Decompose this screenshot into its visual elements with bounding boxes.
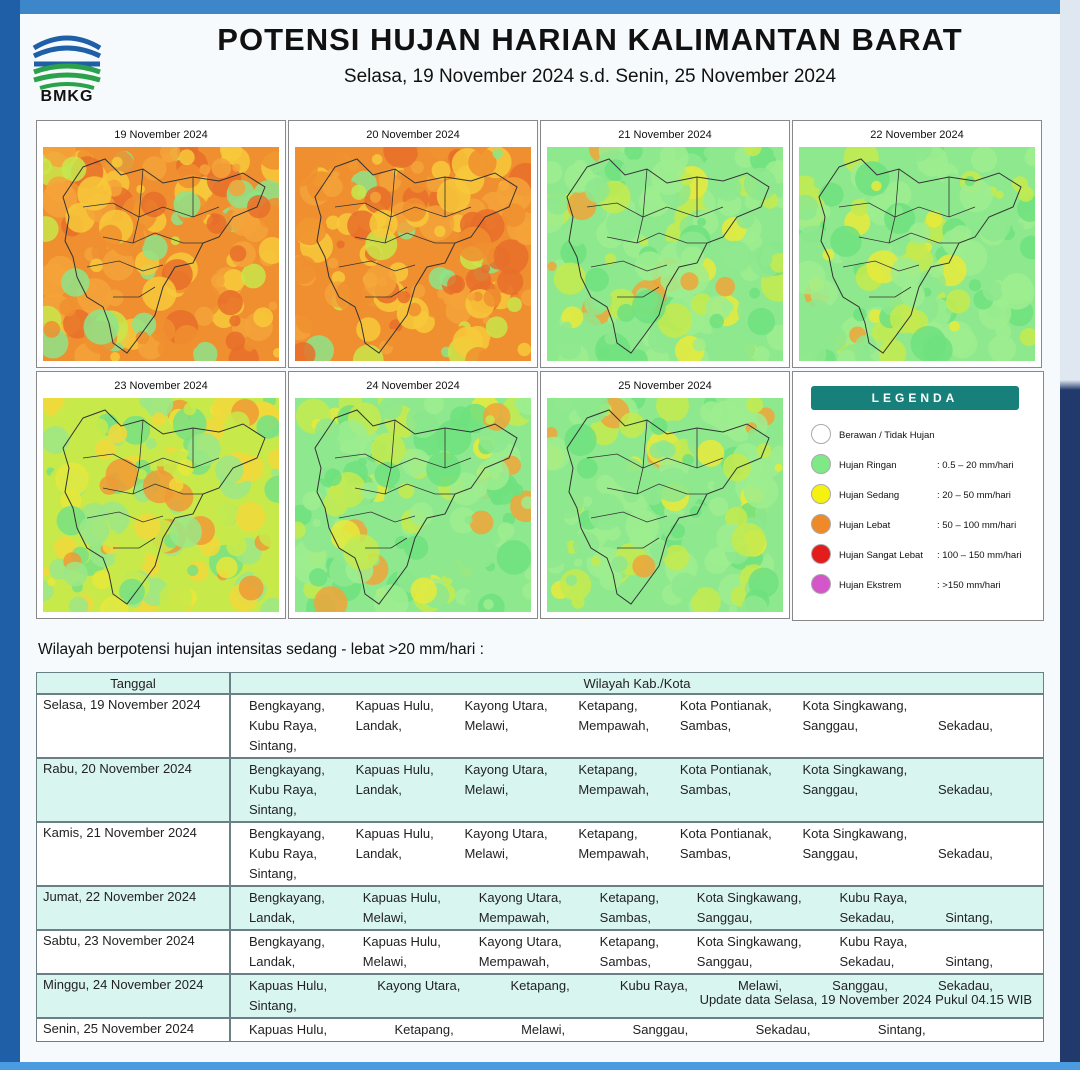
table-row bbox=[36, 886, 1044, 930]
region-name: Kubu Raya, bbox=[619, 978, 688, 993]
region-name: Kayong Utara, bbox=[377, 978, 461, 993]
region-name: Landak, bbox=[249, 954, 296, 969]
region-name: Kapuas Hulu, bbox=[355, 826, 434, 841]
region-name: Sekadau, bbox=[937, 782, 993, 797]
legend-range: : 0.5 – 20 mm/hari bbox=[937, 460, 1014, 471]
region-name bbox=[945, 933, 993, 951]
region-name: Kubu Raya, bbox=[249, 846, 317, 861]
row-regions bbox=[230, 1018, 1044, 1042]
map-date-label: 20 November 2024 bbox=[366, 129, 460, 141]
region-name: Ketapang, bbox=[394, 1022, 454, 1037]
region-name: Kayong Utara, bbox=[478, 890, 562, 905]
region-name: Kapuas Hulu, bbox=[362, 890, 441, 905]
rainfall-map bbox=[295, 398, 531, 612]
legend-panel bbox=[792, 371, 1044, 621]
row-regions bbox=[230, 886, 1044, 930]
region-name: Kapuas Hulu, bbox=[355, 698, 434, 713]
row-regions bbox=[230, 758, 1044, 822]
region-name: Sintang, bbox=[249, 738, 297, 753]
column-header-date: Tanggal bbox=[36, 672, 230, 694]
map-panel bbox=[540, 120, 790, 368]
region-name: Kayong Utara, bbox=[464, 762, 548, 777]
legend-label: Hujan Sangat Lebat bbox=[839, 550, 923, 561]
region-name: Sekadau, bbox=[839, 954, 895, 969]
regions-table-body bbox=[36, 694, 1044, 1042]
region-name: Mempawah, bbox=[578, 718, 650, 733]
region-name: Sanggau, bbox=[696, 910, 753, 925]
rainfall-map bbox=[547, 147, 783, 361]
row-date: Minggu, 24 November 2024 bbox=[36, 974, 230, 1018]
region-name: Kubu Raya, bbox=[839, 934, 908, 949]
legend-item bbox=[811, 544, 1041, 566]
regions-note: Wilayah berpotensi hujan intensitas sedang - lebat >20 mm/hari : bbox=[38, 641, 484, 658]
region-name: Melawi, bbox=[737, 978, 783, 993]
region-name: Kota Singkawang, bbox=[802, 826, 908, 841]
rainfall-map bbox=[43, 398, 279, 612]
region-name: Kubu Raya, bbox=[839, 890, 908, 905]
legend-item bbox=[811, 514, 1041, 536]
region-name: Landak, bbox=[355, 718, 402, 733]
legend-range: : 100 – 150 mm/hari bbox=[937, 550, 1022, 561]
legend-label: Hujan Lebat bbox=[839, 520, 891, 531]
region-name: Kayong Utara, bbox=[478, 934, 562, 949]
region-name: Sintang, bbox=[945, 954, 993, 969]
region-name: Sekadau, bbox=[937, 846, 993, 861]
legend-label: Hujan Ringan bbox=[839, 460, 897, 471]
region-name: Bengkayang, bbox=[249, 762, 325, 777]
legend-item bbox=[811, 484, 1041, 506]
map-date-label: 25 November 2024 bbox=[618, 380, 712, 392]
region-name bbox=[938, 697, 993, 715]
region-name bbox=[938, 825, 993, 843]
region-name: Sekadau, bbox=[937, 718, 993, 733]
region-name: Ketapang, bbox=[599, 934, 659, 949]
region-name: Bengkayang, bbox=[249, 698, 325, 713]
region-name: Landak, bbox=[355, 846, 402, 861]
region-name: Sanggau, bbox=[802, 718, 859, 733]
region-name: Kota Singkawang, bbox=[696, 890, 802, 905]
region-name: Melawi, bbox=[362, 910, 407, 925]
region-name: Kapuas Hulu, bbox=[355, 762, 434, 777]
region-name: Melawi, bbox=[464, 846, 509, 861]
legend-range: : 50 – 100 mm/hari bbox=[937, 520, 1017, 531]
rainfall-map bbox=[799, 147, 1035, 361]
row-regions bbox=[230, 822, 1044, 886]
region-name: Kayong Utara, bbox=[464, 698, 548, 713]
region-name: Sekadau, bbox=[937, 978, 993, 993]
region-name: Sambas, bbox=[679, 782, 732, 797]
background-band-right bbox=[1060, 0, 1080, 1070]
row-date: Jumat, 22 November 2024 bbox=[36, 886, 230, 930]
region-name: Bengkayang, bbox=[249, 890, 325, 905]
region-name: Landak, bbox=[249, 910, 296, 925]
page-subtitle: Selasa, 19 November 2024 s.d. Senin, 25 November 2024 bbox=[343, 66, 837, 87]
region-name: Kota Singkawang, bbox=[802, 762, 908, 777]
region-name: Kapuas Hulu, bbox=[249, 1022, 328, 1037]
legend-swatch bbox=[811, 514, 831, 534]
map-panel bbox=[792, 120, 1042, 368]
region-name: Sanggau, bbox=[802, 846, 859, 861]
map-date-label: 19 November 2024 bbox=[114, 129, 208, 141]
legend-swatch bbox=[811, 544, 831, 564]
legend-title: LEGENDA bbox=[811, 386, 1019, 410]
row-date: Senin, 25 November 2024 bbox=[36, 1018, 230, 1042]
region-name: Landak, bbox=[355, 782, 402, 797]
region-name: Sanggau, bbox=[802, 782, 859, 797]
region-name bbox=[938, 761, 993, 779]
row-date: Kamis, 21 November 2024 bbox=[36, 822, 230, 886]
column-header-regions: Wilayah Kab./Kota bbox=[230, 672, 1044, 694]
region-name: Ketapang, bbox=[578, 826, 638, 841]
region-name: Mempawah, bbox=[578, 782, 650, 797]
legend-range: : >150 mm/hari bbox=[937, 580, 1001, 591]
region-name: Sanggau, bbox=[832, 978, 888, 993]
legend-label: Hujan Sedang bbox=[839, 490, 900, 501]
region-name: Kayong Utara, bbox=[464, 826, 548, 841]
region-name: Bengkayang, bbox=[249, 826, 325, 841]
legend-item bbox=[811, 574, 1041, 596]
legend-swatch bbox=[811, 454, 831, 474]
region-name: Sambas, bbox=[599, 954, 651, 969]
table-row bbox=[36, 822, 1044, 886]
map-date-label: 22 November 2024 bbox=[870, 129, 964, 141]
row-date: Selasa, 19 November 2024 bbox=[36, 694, 230, 758]
regions-table bbox=[36, 672, 1044, 1042]
region-name: Melawi, bbox=[362, 954, 407, 969]
region-name: Kota Singkawang, bbox=[696, 934, 802, 949]
infographic-card bbox=[20, 14, 1060, 1062]
region-name: Bengkayang, bbox=[249, 934, 325, 949]
region-name: Kapuas Hulu, bbox=[249, 978, 328, 993]
legend-item bbox=[811, 424, 1041, 446]
background-band-bottom bbox=[0, 1062, 1080, 1070]
update-timestamp: Update data Selasa, 19 November 2024 Pukul 04.15 WIB bbox=[699, 992, 1032, 1007]
background-band-top bbox=[0, 0, 1080, 14]
background-band-left bbox=[0, 0, 20, 1070]
region-name: Sanggau, bbox=[632, 1022, 689, 1037]
row-date: Sabtu, 23 November 2024 bbox=[36, 930, 230, 974]
legend-label: Berawan / Tidak Hujan bbox=[839, 430, 935, 441]
region-name: Sambas, bbox=[679, 718, 732, 733]
map-panel bbox=[288, 120, 538, 368]
region-name: Mempawah, bbox=[578, 846, 650, 861]
region-name: Melawi, bbox=[464, 782, 509, 797]
rainfall-map bbox=[43, 147, 279, 361]
region-name: Sintang, bbox=[249, 802, 297, 817]
region-name: Kota Pontianak, bbox=[679, 826, 772, 841]
row-date: Rabu, 20 November 2024 bbox=[36, 758, 230, 822]
legend-label: Hujan Ekstrem bbox=[839, 580, 902, 591]
region-name: Kapuas Hulu, bbox=[362, 934, 441, 949]
legend-range: : 20 – 50 mm/hari bbox=[937, 490, 1011, 501]
region-name: Mempawah, bbox=[478, 954, 550, 969]
region-name: Melawi, bbox=[464, 718, 509, 733]
region-name: Ketapang, bbox=[578, 762, 638, 777]
rainfall-map bbox=[547, 398, 783, 612]
table-row bbox=[36, 758, 1044, 822]
table-row bbox=[36, 1018, 1044, 1042]
region-name: Sintang, bbox=[945, 910, 993, 925]
map-date-label: 23 November 2024 bbox=[114, 380, 208, 392]
region-name: Kota Pontianak, bbox=[679, 762, 772, 777]
region-name: Sintang, bbox=[877, 1022, 926, 1037]
region-name: Ketapang, bbox=[599, 890, 659, 905]
rainfall-map bbox=[295, 147, 531, 361]
logo-text: BMKG bbox=[40, 88, 94, 105]
region-name: Ketapang, bbox=[510, 978, 570, 993]
table-row bbox=[36, 694, 1044, 758]
region-name: Ketapang, bbox=[578, 698, 638, 713]
map-panel bbox=[540, 371, 790, 619]
map-panel bbox=[36, 371, 286, 619]
region-name: Sekadau, bbox=[839, 910, 895, 925]
map-date-label: 24 November 2024 bbox=[366, 380, 460, 392]
region-name: Mempawah, bbox=[478, 910, 550, 925]
legend-swatch bbox=[811, 484, 831, 504]
page-title: POTENSI HUJAN HARIAN KALIMANTAN BARAT bbox=[217, 22, 963, 57]
legend-item bbox=[811, 454, 1041, 476]
region-name bbox=[945, 889, 993, 907]
region-name: Kota Pontianak, bbox=[679, 698, 772, 713]
region-name: Melawi, bbox=[521, 1022, 566, 1037]
region-name: Kubu Raya, bbox=[249, 718, 317, 733]
row-regions bbox=[230, 694, 1044, 758]
region-name: Sintang, bbox=[249, 998, 297, 1013]
map-panel bbox=[36, 120, 286, 368]
region-name: Sanggau, bbox=[696, 954, 753, 969]
map-date-label: 21 November 2024 bbox=[618, 129, 712, 141]
table-row bbox=[36, 930, 1044, 974]
row-regions bbox=[230, 930, 1044, 974]
region-name: Sekadau, bbox=[755, 1022, 811, 1037]
region-name: Kota Singkawang, bbox=[802, 698, 908, 713]
region-name: Sintang, bbox=[249, 866, 297, 881]
region-name: Sambas, bbox=[599, 910, 651, 925]
region-name: Sambas, bbox=[679, 846, 732, 861]
legend-swatch bbox=[811, 574, 831, 594]
legend-swatch bbox=[811, 424, 831, 444]
map-panel bbox=[288, 371, 538, 619]
region-name: Kubu Raya, bbox=[249, 782, 317, 797]
